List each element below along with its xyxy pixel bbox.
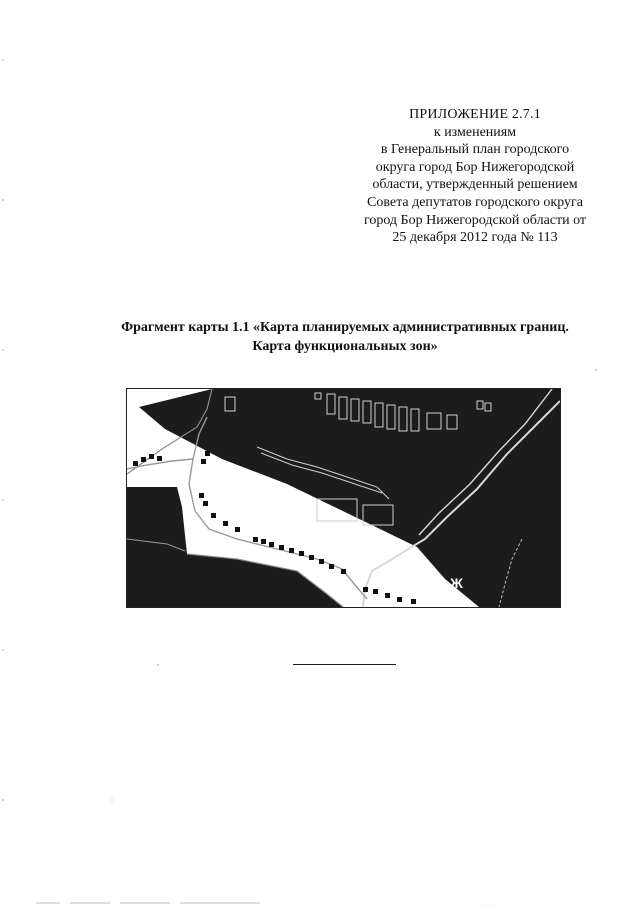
appendix-line: город Бор Нижегородской области от	[363, 212, 587, 228]
zone-dark-lower-left	[127, 487, 343, 607]
map-fragment-title-line1: Фрагмент карты 1.1 «Карта планируемых административных границ.	[121, 320, 569, 335]
appendix-line: в Генеральный план городского	[380, 142, 570, 158]
appendix-line: 25 декабря 2012 года № 113	[392, 230, 558, 246]
map-fragment-title	[60, 318, 630, 356]
map-image	[127, 389, 560, 607]
map-fragment-title-line2: Карта функциональных зон»	[252, 339, 438, 354]
separator-line	[293, 664, 396, 665]
appendix-line: области, утвержденный решением	[372, 177, 578, 193]
map-fragment	[126, 388, 561, 608]
appendix-heading: ПРИЛОЖЕНИЕ 2.7.1	[409, 107, 541, 122]
appendix-line: округа город Бор Нижегородской	[375, 159, 575, 175]
zone-label-stn-zh: СТН-Ж	[417, 575, 463, 591]
appendix-line: к изменениям	[433, 124, 517, 140]
appendix-block	[330, 106, 620, 247]
appendix-line: Совета депутатов городского округа	[367, 194, 583, 210]
